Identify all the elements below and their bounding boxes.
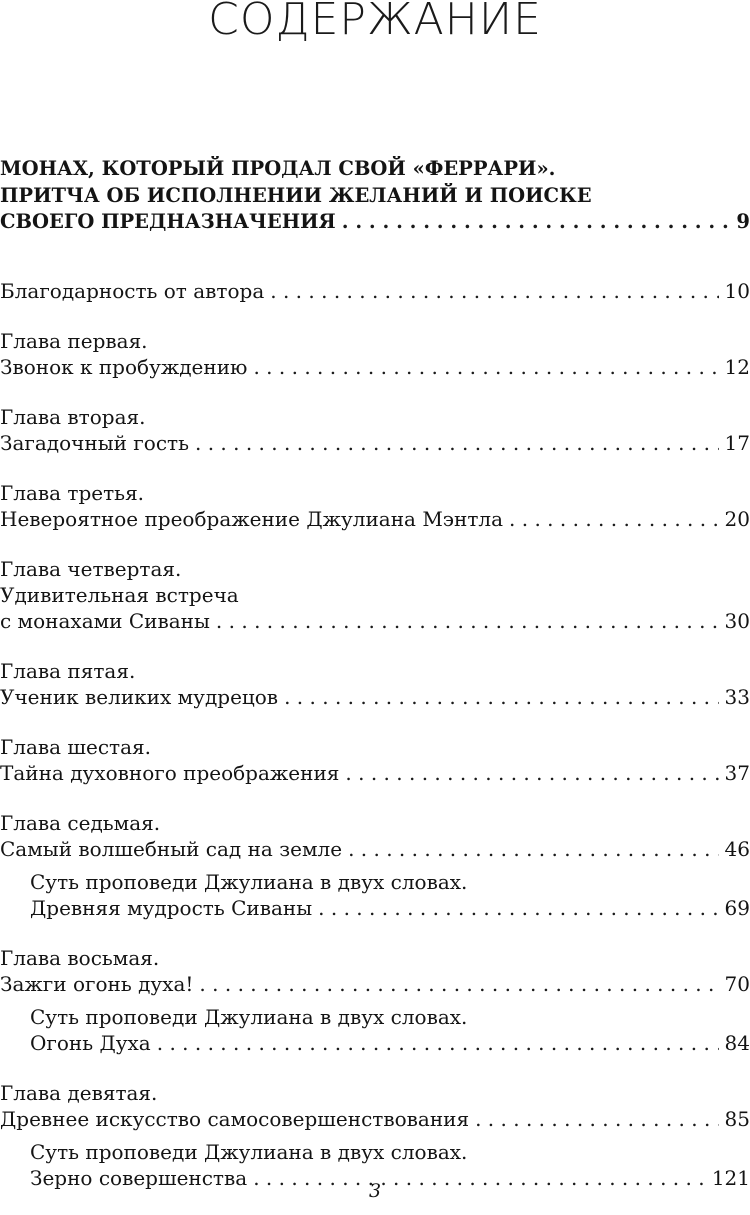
page-number: 3	[368, 1180, 382, 1202]
toc-entry-title: Огонь Духа	[30, 1030, 151, 1055]
page-title: СОДЕРЖАНИЕ	[208, 0, 542, 45]
toc-entry-line: Глава вторая.	[0, 404, 146, 429]
table-of-contents	[0, 156, 750, 1215]
toc-page-number: 46	[724, 836, 750, 861]
toc-entry-leader-line	[0, 608, 750, 634]
dot-leader	[210, 608, 719, 634]
toc-entry-line: Глава девятая.	[0, 1080, 158, 1105]
toc-entry-line: Суть проповеди Джулиана в двух словах.	[30, 1139, 468, 1164]
toc-page-number: 37	[724, 760, 750, 785]
toc-entry[interactable]	[0, 810, 750, 862]
toc-entry-line: Удивительная встреча	[0, 582, 239, 607]
toc-entry-title: Зажги огонь духа!	[0, 971, 194, 996]
toc-entry-title: Звонок к пробуждению	[0, 354, 248, 379]
toc-entry-line: Глава восьмая.	[0, 945, 160, 970]
toc-entry[interactable]	[0, 1080, 750, 1132]
toc-entry-title: Древняя мудрость Сиваны	[30, 895, 313, 920]
toc-entry-leader-line	[0, 430, 750, 456]
toc-entry-line: МОНАХ, КОТОРЫЙ ПРОДАЛ СВОЙ «ФЕРРАРИ».	[0, 157, 556, 180]
toc-page-number: 20	[724, 506, 750, 531]
dot-leader	[336, 209, 731, 236]
toc-entry-title: Древнее искусство самосовершенствования	[0, 1106, 470, 1131]
toc-page-number: 17	[724, 430, 750, 455]
toc-entry-line: Глава первая.	[0, 328, 148, 353]
toc-entry-title: Зерно совершенства	[30, 1165, 248, 1190]
toc-entry-leader-line	[0, 971, 750, 997]
toc-entry-line: Глава седьмая.	[0, 810, 161, 835]
toc-entry-title: Тайна духовного преображения	[0, 760, 340, 785]
toc-entry-leader-line	[0, 278, 750, 304]
toc-entry-book-title[interactable]	[0, 156, 750, 236]
toc-entry-title: Ученик великих мудрецов	[0, 684, 279, 709]
toc-entry-line: Глава пятая.	[0, 658, 136, 683]
dot-leader	[247, 354, 718, 380]
toc-entry-leader-line	[30, 895, 750, 921]
toc-entry-leader-line	[0, 209, 750, 236]
toc-entry-line: ПРИТЧА ОБ ИСПОЛНЕНИИ ЖЕЛАНИЙ И ПОИСКЕ	[0, 183, 592, 207]
toc-entry-line: Глава четвертая.	[0, 556, 182, 581]
toc-entry-title: с монахами Сиваны	[0, 608, 210, 633]
dot-leader	[189, 430, 719, 456]
toc-page-number: 121	[711, 1165, 750, 1190]
toc-entry-leader-line	[0, 760, 750, 786]
toc-page-number: 85	[724, 1106, 750, 1131]
toc-page-number: 84	[724, 1030, 750, 1055]
dot-leader	[339, 760, 718, 786]
toc-entries-list	[0, 278, 750, 1191]
toc-entry[interactable]	[30, 1004, 750, 1056]
toc-entry[interactable]	[0, 480, 750, 532]
dot-leader	[193, 971, 718, 997]
dot-leader	[503, 506, 719, 532]
toc-entry[interactable]	[0, 278, 750, 304]
toc-entry[interactable]	[0, 734, 750, 786]
toc-page-number: 9	[736, 210, 750, 233]
toc-entry[interactable]	[30, 869, 750, 921]
toc-entry-line: Суть проповеди Джулиана в двух словах.	[30, 1004, 468, 1029]
toc-entry-title: Самый волшебный сад на земле	[0, 836, 343, 861]
toc-entry[interactable]	[0, 556, 750, 634]
toc-page-number: 69	[724, 895, 750, 920]
toc-entry[interactable]	[0, 945, 750, 997]
toc-entry-title: Загадочный гость	[0, 430, 189, 455]
dot-leader	[264, 278, 718, 304]
toc-entry-line: Глава третья.	[0, 480, 145, 505]
toc-page-number: 30	[724, 608, 750, 633]
toc-entry-leader-line	[0, 354, 750, 380]
toc-entry-line: Глава шестая.	[0, 734, 152, 759]
toc-entry[interactable]	[0, 404, 750, 456]
toc-entry-line: Суть проповеди Джулиана в двух словах.	[30, 869, 468, 894]
toc-page-number: 33	[724, 684, 750, 709]
toc-entry-title: Невероятное преображение Джулиана Мэнтла	[0, 506, 504, 531]
dot-leader	[278, 684, 718, 710]
toc-entry-leader-line	[0, 836, 750, 862]
toc-entry[interactable]	[0, 658, 750, 710]
toc-page-number: 10	[724, 278, 750, 303]
toc-entry-title: СВОЕГО ПРЕДНАЗНАЧЕНИЯ	[0, 210, 336, 233]
toc-entry-leader-line	[0, 684, 750, 710]
toc-page-number: 12	[724, 354, 750, 379]
dot-leader	[151, 1030, 719, 1056]
dot-leader	[312, 895, 718, 921]
toc-entry-leader-line	[0, 506, 750, 532]
toc-page-number: 70	[724, 971, 750, 996]
toc-entry-leader-line	[0, 1106, 750, 1132]
toc-entry-leader-line	[30, 1030, 750, 1056]
toc-entry[interactable]	[0, 328, 750, 380]
toc-entry-title: Благодарность от автора	[0, 278, 265, 303]
dot-leader	[342, 836, 718, 862]
dot-leader	[469, 1106, 718, 1132]
